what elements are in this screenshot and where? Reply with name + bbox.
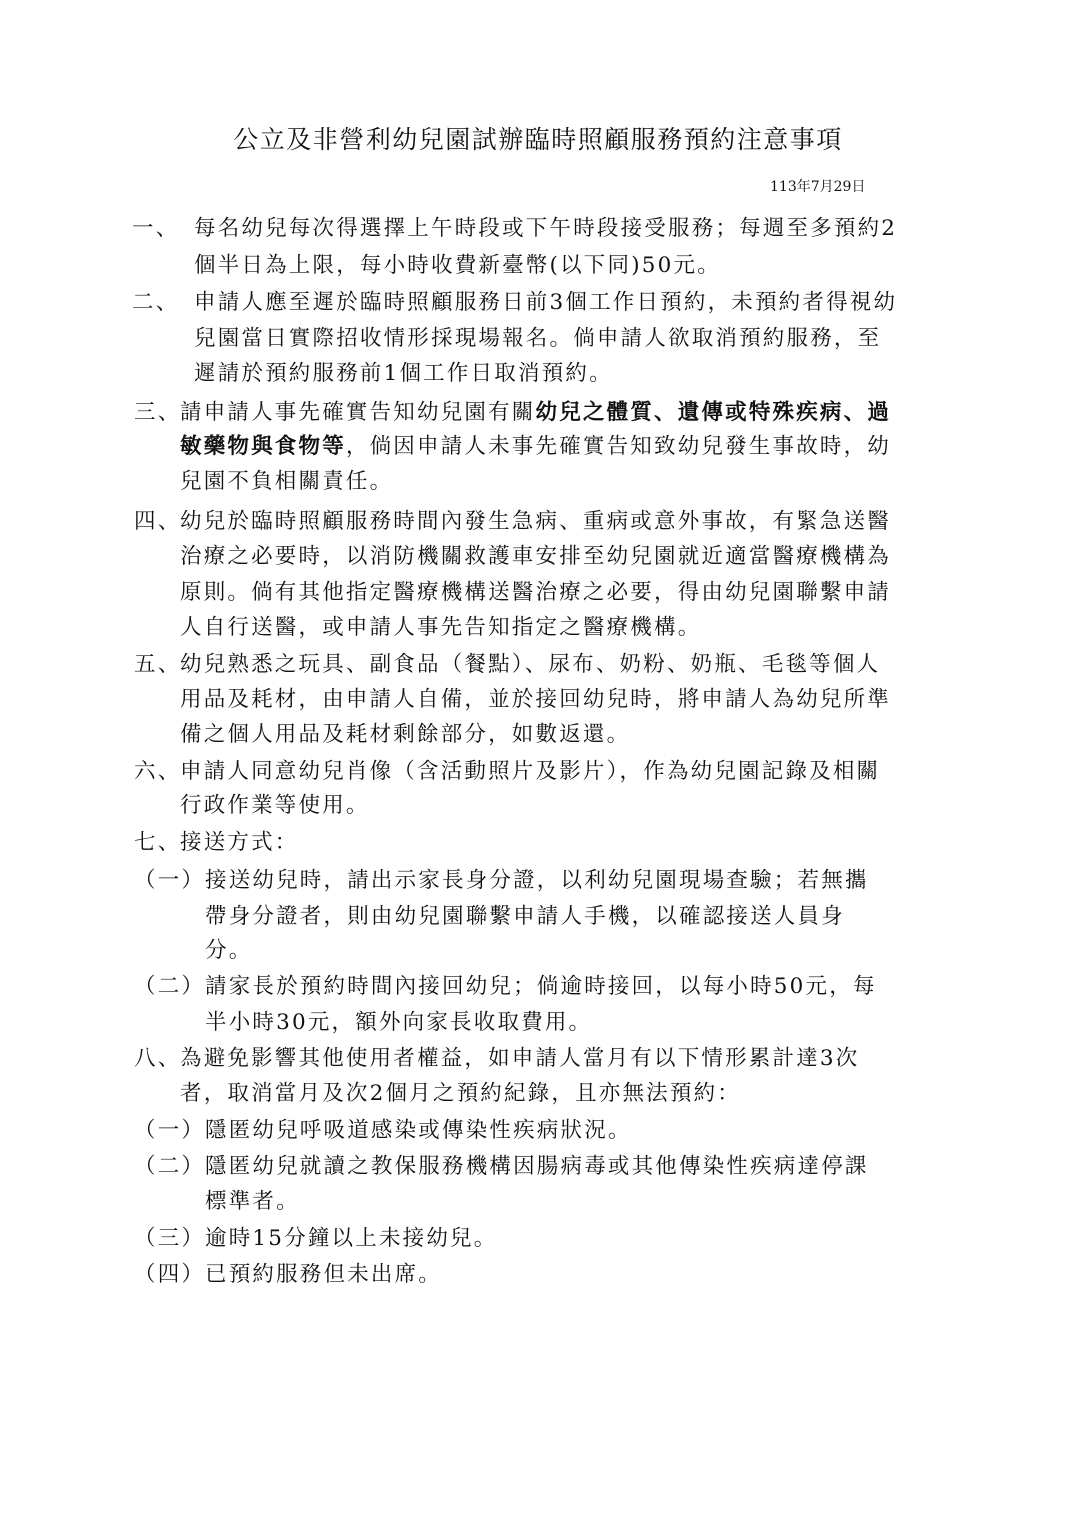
item-marker: 六、 (134, 759, 182, 784)
item-line: 遲請於預約服務前1個工作日取消預約。 (194, 361, 613, 386)
item-line (180, 430, 891, 464)
item-line: 申請人同意幼兒肖像（含活動照片及影片），作為幼兒園記錄及相關 (180, 759, 881, 784)
document-title: 公立及非營利幼兒園試辦臨時照顧服務預約注意事項 (233, 125, 843, 154)
item-line: 備之個人用品及耗材剩餘部分，如數返還。 (180, 722, 631, 747)
subitem-line: 標準者。 (205, 1189, 300, 1214)
item-line: 者，取消當月及次2個月之預約紀錄，且亦無法預約： (180, 1081, 741, 1106)
subitem-line: 分。 (205, 938, 253, 963)
item-line: 用品及耗材，由申請人自備，並於接回幼兒時，將申請人為幼兒所準 (180, 687, 892, 712)
item-line: 人自行送醫，或申請人事先告知指定之醫療機構。 (180, 615, 702, 640)
item-line: 接送方式： (180, 830, 299, 855)
subitem-marker: （三） (134, 1226, 206, 1251)
item-line: 兒園不負相關責任。 (180, 469, 394, 494)
item-line: 原則。倘有其他指定醫療機構送醫治療之必要，得由幼兒園聯繫申請 (180, 580, 892, 605)
item-line (180, 396, 891, 430)
item-line: 兒園當日實際招收情形採現場報名。倘申請人欲取消預約服務，至 (194, 326, 882, 351)
subitem-marker: （一） (134, 868, 206, 893)
subitem-line: 逾時15分鐘以上未接幼兒。 (205, 1226, 498, 1251)
item-line: 個半日為上限，每小時收費新臺幣(以下同)50元。 (194, 253, 721, 278)
item-text: ，倘因申請人未事先確實告知致幼兒發生事故時，幼 (345, 434, 892, 459)
subitem-line: 已預約服務但未出席。 (205, 1262, 443, 1287)
item-line: 行政作業等使用。 (180, 793, 370, 818)
subitem-marker: （四） (134, 1262, 206, 1287)
item-bold-text: 敏藥物與食物等 (180, 434, 346, 459)
item-marker: 八、 (134, 1046, 182, 1071)
item-marker: 七、 (134, 830, 182, 855)
item-line: 治療之必要時，以消防機關救護車安排至幼兒園就近適當醫療機構為 (180, 544, 892, 569)
subitem-line: 隱匿幼兒就讀之教保服務機構因腸病毒或其他傳染性疾病達停課 (205, 1154, 869, 1179)
subitem-line: 請家長於預約時間內接回幼兒；倘逾時接回，以每小時50元，每 (205, 974, 877, 999)
item-text: 請申請人事先確實告知幼兒園有關 (180, 400, 536, 425)
subitem-line: 帶身分證者，則由幼兒園聯繫申請人手機，以確認接送人員身 (205, 904, 845, 929)
item-line: 幼兒熟悉之玩具、副食品（餐點）、尿布、奶粉、奶瓶、毛毯等個人 (180, 652, 881, 677)
item-line: 幼兒於臨時照顧服務時間內發生急病、重病或意外事故，有緊急送醫 (180, 509, 892, 534)
item-marker: 一、 (132, 216, 180, 241)
item-line: 為避免影響其他使用者權益，如申請人當月有以下情形累計達3次 (180, 1046, 860, 1071)
subitem-marker: （二） (134, 1154, 206, 1179)
subitem-marker: （二） (134, 974, 206, 999)
document-date: 113年7月29日 (770, 179, 866, 195)
item-marker: 三、 (134, 400, 182, 425)
subitem-line: 接送幼兒時，請出示家長身分證，以利幼兒園現場查驗；若無攜 (205, 868, 869, 893)
subitem-line: 半小時30元，額外向家長收取費用。 (205, 1010, 593, 1035)
item-line: 每名幼兒每次得選擇上午時段或下午時段接受服務；每週至多預約2 (194, 216, 898, 241)
item-line: 申請人應至遲於臨時照顧服務日前3個工作日預約，未預約者得視幼 (194, 290, 898, 315)
item-marker: 四、 (134, 509, 182, 534)
subitem-marker: （一） (134, 1118, 206, 1143)
subitem-line: 隱匿幼兒呼吸道感染或傳染性疾病狀況。 (205, 1118, 632, 1143)
item-marker: 二、 (132, 290, 180, 315)
item-marker: 五、 (134, 652, 182, 677)
item-bold-text: 幼兒之體質、遺傳或特殊疾病、過 (535, 400, 892, 425)
